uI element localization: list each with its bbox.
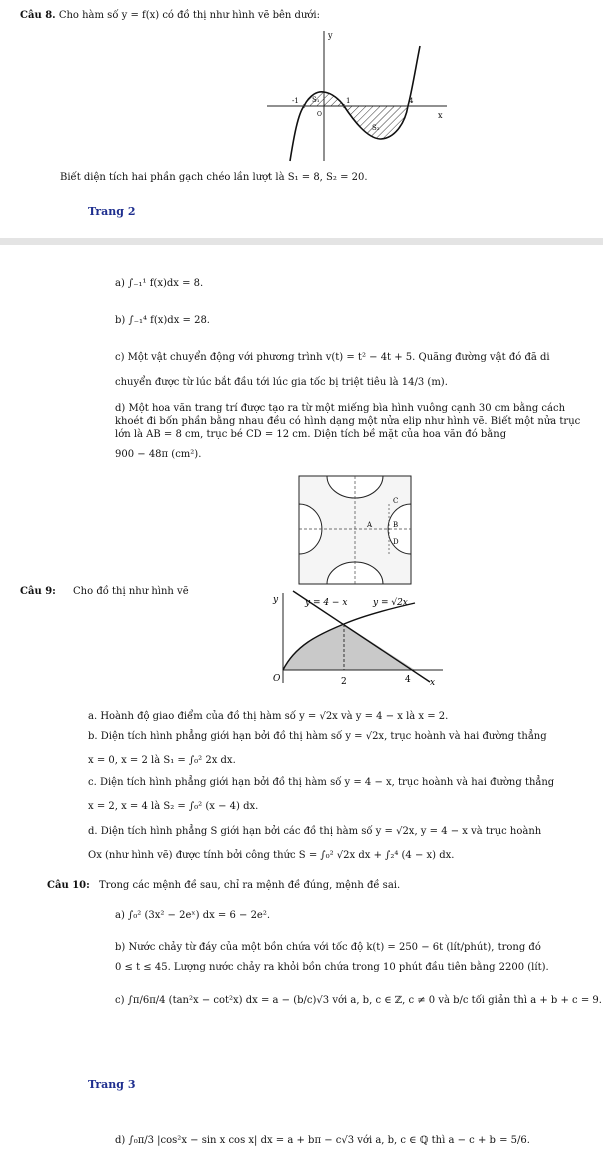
cau8-intro: Cho hàm số y = f(x) có đồ thị như hình vẽ bên dưới: [58,10,320,21]
cau8-item-a: a) ∫₋₁¹ f(x)dx = 8. [115,278,204,289]
cau9-item-a: a. Hoành độ giao điểm của đồ thị hàm số y = √2x và y = 4 − x là x = 2. [88,711,449,722]
cau8-caption: Biết diện tích hai phần gạch chéo lần lượt là S₁ = 8, S₂ = 20. [60,172,368,183]
cau8-item-d-value: 900 − 48π (cm²). [115,449,202,460]
tick-2: 2 [341,677,347,687]
cau9-graph [265,588,450,690]
trang-2: Trang 2 [88,205,136,218]
s2-label: S₂ [372,124,380,132]
cau9-line [20,586,189,597]
label-a: A [367,521,373,529]
cau9-item-c-line1: c. Diện tích hình phẳng giới hạn bởi đồ thị hàm số y = 4 − x, trục hoành và hai đường thẳng [88,777,555,788]
cau9-item-d-line1: d. Diện tích hình phẳng S giới hạn bởi các đồ thị hàm số y = √2x, y = 4 − x và trục hoành [88,826,542,837]
cau9-y-label: y [273,595,279,605]
cau9-item-b-line2: x = 0, x = 2 là S₁ = ∫₀² 2x dx. [88,755,236,766]
cau10-header: Câu 10: [47,880,90,891]
curve-label: y = √2x [373,598,408,608]
cau9-item-d-line2: Ox (như hình vẽ) được tính bởi công thức S = ∫₀² √2x dx + ∫₂⁴ (4 − x) dx. [88,850,455,861]
cau8-item-c-line1: c) Một vật chuyển động với phương trình v(t) = t² − 4t + 5. Quãng đường vật đó đã di [115,352,550,363]
cau9-origin: O [273,674,281,684]
label-b: B [393,521,399,529]
cau10-item-d: d) ∫₀π/3 |cos²x − sin x cos x| dx = a + bπ − c√3 với a, b, c ∈ ℚ thì a − c + b = 5/6. [115,1135,530,1146]
cau8-item-b: b) ∫₋₁⁴ f(x)dx = 28. [115,315,210,326]
cau10-item-b-line2: 0 ≤ t ≤ 45. Lượng nước chảy ra khỏi bồn chứa trong 10 phút đầu tiên bằng 2200 (lít). [115,962,549,973]
tick-1: 1 [346,97,351,105]
ellipse-pattern-figure [297,474,413,586]
label-c: C [393,497,399,505]
shaded-region [283,624,415,670]
cau9-intro: Cho đồ thị như hình vẽ [73,586,189,597]
cau8-line [20,10,320,21]
cau8-x-label: x [438,111,443,120]
cau9-item-c-line2: x = 2, x = 4 là S₂ = ∫₀² (x − 4) dx. [88,801,259,812]
s2-region [344,106,408,139]
page-separator [0,238,603,245]
cau10-item-a: a) ∫₀² (3x² − 2eˣ) dx = 6 − 2e². [115,910,271,921]
cau9-item-b-line1: b. Diện tích hình phẳng giới hạn bởi đồ thị hàm số y = √2x, trục hoành và hai đường thẳng [88,731,547,742]
cau8-y-label: y [328,31,333,40]
cau10-item-b-line1: b) Nước chảy từ đáy của một bồn chứa với tốc độ k(t) = 250 − 6t (lít/phút), trong đó [115,942,541,953]
cau8-graph [262,26,452,166]
s1-label: S₁ [312,96,320,104]
cau10-item-c: c) ∫π/6π/4 (tan²x − cot²x) dx = a − (b/c)√3 với a, b, c ∈ ℤ, c ≠ 0 và b/c tối giản thì a + b + c = 9. [115,995,602,1006]
cau8-origin: O [317,111,322,118]
cau9-x-label: x [430,678,436,688]
tick-4: 4 [409,97,414,105]
cau10-intro: Trong các mệnh đề sau, chỉ ra mệnh đề đúng, mệnh đề sai. [99,880,401,891]
line-label: y = 4 − x [305,598,348,608]
cau8-item-d: d) Một hoa văn trang trí được tạo ra từ một miếng bìa hình vuông cạnh 30 cm bằng cách khoét đi bốn phần bằng nhau đều có hình dạng một nửa elip như hình vẽ. Biết một nửa trục lớn là AB = 8 cm, trục bé CD = 12 cm. Diện tích bề mặt của hoa văn đó bằng [115,403,581,440]
cau10-line [47,880,400,891]
tick-4: 4 [405,675,411,685]
label-d: D [393,538,399,546]
trang-3: Trang 3 [88,1078,136,1091]
cau8-item-c-line2: chuyển được từ lúc bắt đầu tới lúc gia tốc bị triệt tiêu là 14/3 (m). [115,377,448,388]
cau8-header: Câu 8. [20,10,56,21]
tick-minus1: -1 [292,97,299,105]
cau9-header: Câu 9: [20,586,56,597]
